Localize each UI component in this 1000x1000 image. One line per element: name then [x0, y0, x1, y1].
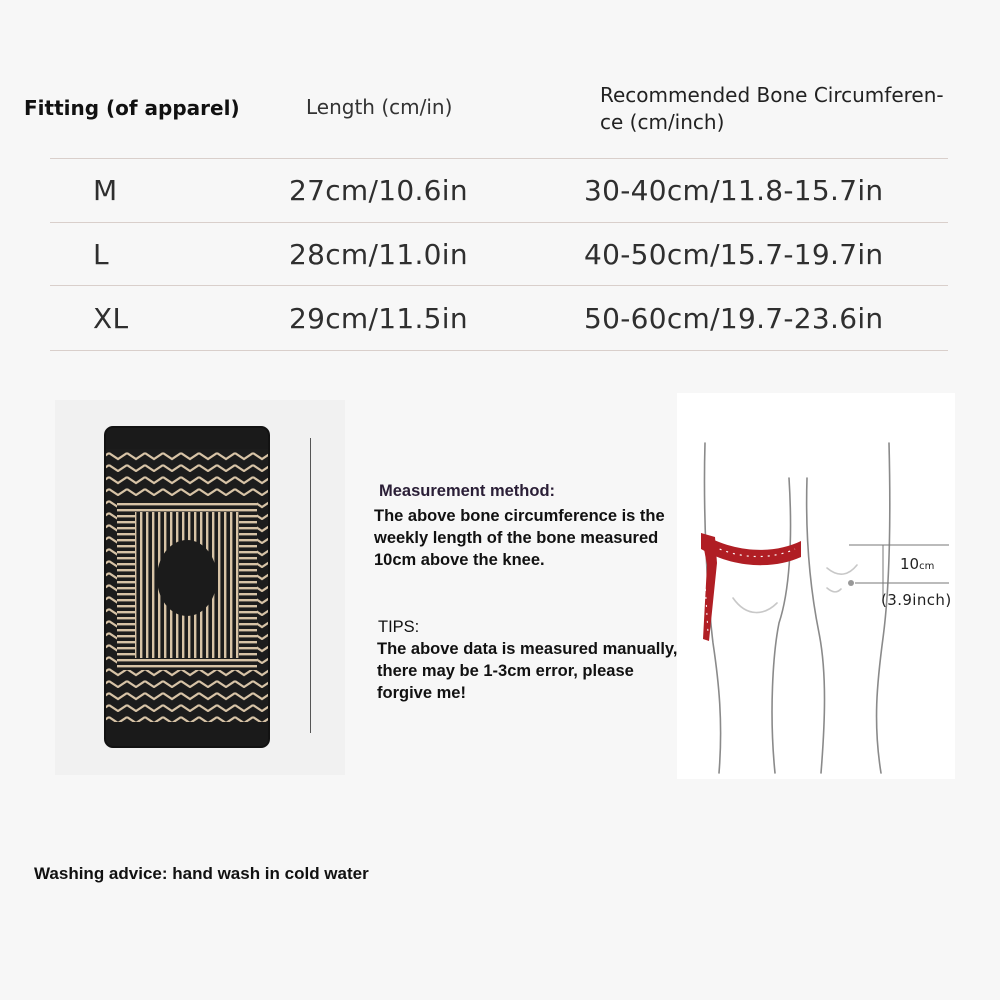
product-photo [55, 400, 345, 775]
washing-advice: Washing advice: hand wash in cold water [34, 864, 369, 883]
row-xl-size: XL [93, 302, 129, 335]
measurement-line: weekly length of the bone measured [374, 529, 659, 547]
measurement-text [374, 505, 704, 571]
row-l-circumference: 40-50cm/15.7-19.7in [584, 238, 884, 271]
table-rule [50, 158, 948, 159]
knee-point [848, 580, 854, 586]
measurement-illustration [677, 393, 955, 779]
measuring-tape [701, 533, 801, 641]
row-m-size: M [93, 174, 118, 207]
measurement-title: Measurement method: [379, 482, 556, 500]
dimension-value: 10 [900, 555, 920, 573]
table-rule [50, 350, 948, 351]
row-l-length: 28cm/11.0in [289, 238, 468, 271]
table-rule [50, 285, 948, 286]
row-xl-length: 29cm/11.5in [289, 302, 468, 335]
tips-title: TIPS: [378, 618, 420, 636]
row-xl-circumference: 50-60cm/19.7-23.6in [584, 302, 884, 335]
tips-text [377, 638, 717, 704]
legs-diagram [677, 393, 955, 779]
header-recommended-line2: ce (cm/inch) [600, 110, 725, 134]
row-m-length: 27cm/10.6in [289, 174, 468, 207]
length-indicator-line [310, 438, 311, 733]
dimension-label [900, 555, 934, 573]
tips-line: there may be 1-3cm error, please [377, 662, 634, 680]
tips-line: The above data is measured manually, [377, 640, 678, 658]
measurement-line: 10cm above the knee. [374, 551, 545, 569]
header-recommended [600, 82, 980, 136]
row-l-size: L [93, 238, 109, 271]
measurement-line: The above bone circumference is the [374, 507, 665, 525]
dimension-unit: cm [919, 561, 935, 572]
left-leg-outline-inner [772, 478, 791, 773]
header-length: Length (cm/in) [306, 95, 453, 119]
header-recommended-line1: Recommended Bone Circumferen- [600, 83, 944, 107]
row-m-circumference: 30-40cm/11.8-15.7in [584, 174, 884, 207]
tips-line: forgive me! [377, 684, 466, 702]
header-fitting: Fitting (of apparel) [24, 96, 240, 120]
knee-sleeve-image [55, 400, 345, 775]
right-leg-outline-inner [807, 478, 825, 773]
dimension-label-inch: (3.9inch) [881, 591, 952, 609]
table-rule [50, 222, 948, 223]
